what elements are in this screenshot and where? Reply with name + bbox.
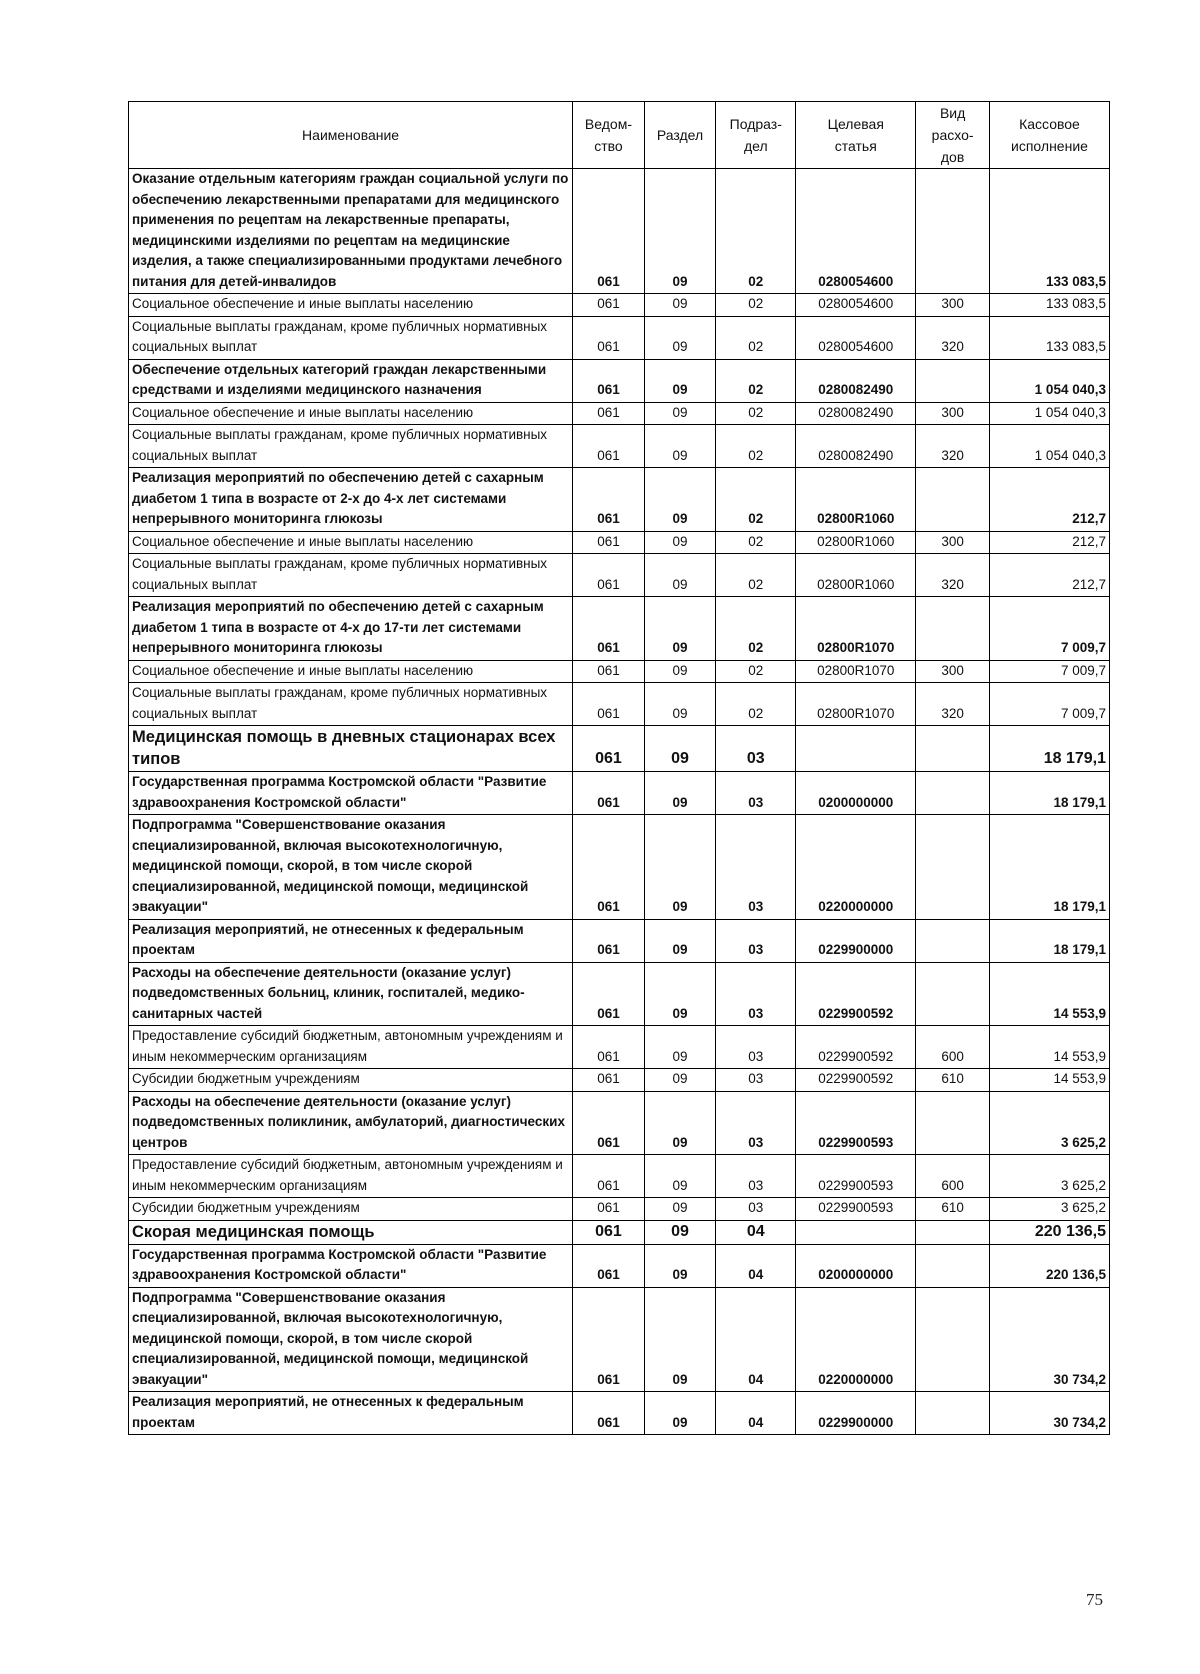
row-amount: 220 136,5 <box>989 1220 1109 1244</box>
row-name: Предоставление субсидий бюджетным, автономным учреждениям и иным некоммерческим организациям <box>129 1026 573 1069</box>
row-name: Социальное обеспечение и иные выплаты населению <box>129 402 573 425</box>
row-target: 0280054600 <box>796 294 916 317</box>
row-dept: 061 <box>573 1198 645 1221</box>
table-row <box>129 919 1110 962</box>
row-target: 0280054600 <box>796 169 916 294</box>
row-section: 09 <box>644 815 716 920</box>
row-name: Государственная программа Костромской области "Развитие здравоохранения Костромской области" <box>129 1244 573 1287</box>
header-name: Наименование <box>129 102 573 169</box>
row-target: 02800R1070 <box>796 683 916 726</box>
row-subsection: 03 <box>716 962 796 1026</box>
row-name: Государственная программа Костромской области "Развитие здравоохранения Костромской области" <box>129 772 573 815</box>
row-name: Подпрограмма "Совершенствование оказания специализированной, включая высокотехнологичную, медицинской помощи, скорой, в том числе скорой специализированной, медицинской помощи, медицинской эвакуации" <box>129 815 573 920</box>
row-exp-type: 320 <box>916 683 990 726</box>
row-subsection: 04 <box>716 1287 796 1392</box>
header-section: Раздел <box>644 102 716 169</box>
table-row <box>129 316 1110 359</box>
budget-sheet <box>128 101 1110 1435</box>
row-amount: 18 179,1 <box>989 772 1109 815</box>
row-section: 09 <box>644 772 716 815</box>
row-dept: 061 <box>573 772 645 815</box>
row-amount: 212,7 <box>989 531 1109 554</box>
row-subsection: 02 <box>716 169 796 294</box>
row-subsection: 03 <box>716 1069 796 1092</box>
row-amount: 14 553,9 <box>989 962 1109 1026</box>
row-exp-type <box>916 919 990 962</box>
row-exp-type: 600 <box>916 1155 990 1198</box>
row-exp-type <box>916 597 990 661</box>
row-name: Реализация мероприятий по обеспечению детей с сахарным диабетом 1 типа в возрасте от 4-х до 17-ти лет системами непрерывного мониторинга глюкозы <box>129 597 573 661</box>
row-target: 02800R1060 <box>796 554 916 597</box>
row-section: 09 <box>644 1069 716 1092</box>
row-section: 09 <box>644 660 716 683</box>
row-amount: 1 054 040,3 <box>989 425 1109 468</box>
row-exp-type: 300 <box>916 660 990 683</box>
row-exp-type: 610 <box>916 1069 990 1092</box>
row-subsection: 02 <box>716 597 796 661</box>
table-row <box>129 1244 1110 1287</box>
row-name: Социальные выплаты гражданам, кроме публичных нормативных социальных выплат <box>129 316 573 359</box>
row-dept: 061 <box>573 359 645 402</box>
row-name: Социальные выплаты гражданам, кроме публичных нормативных социальных выплат <box>129 683 573 726</box>
row-amount: 18 179,1 <box>989 726 1109 772</box>
header-target: Целевая статья <box>796 102 916 169</box>
row-dept: 061 <box>573 316 645 359</box>
row-section: 09 <box>644 919 716 962</box>
row-subsection: 03 <box>716 1026 796 1069</box>
row-section: 09 <box>644 962 716 1026</box>
table-row <box>129 402 1110 425</box>
budget-table <box>128 101 1110 1435</box>
row-dept: 061 <box>573 468 645 532</box>
row-name: Реализация мероприятий, не отнесенных к федеральным проектам <box>129 919 573 962</box>
row-name: Социальные выплаты гражданам, кроме публичных нормативных социальных выплат <box>129 425 573 468</box>
table-row <box>129 468 1110 532</box>
row-name: Реализация мероприятий, не отнесенных к федеральным проектам <box>129 1392 573 1435</box>
row-section: 09 <box>644 1155 716 1198</box>
row-name: Подпрограмма "Совершенствование оказания специализированной, включая высокотехнологичную, медицинской помощи, скорой, в том числе скорой специализированной, медицинской помощи, медицинской эвакуации" <box>129 1287 573 1392</box>
row-subsection: 02 <box>716 554 796 597</box>
row-section: 09 <box>644 1198 716 1221</box>
row-amount: 1 054 040,3 <box>989 359 1109 402</box>
table-row <box>129 683 1110 726</box>
table-row <box>129 1198 1110 1221</box>
row-amount: 1 054 040,3 <box>989 402 1109 425</box>
row-dept: 061 <box>573 1091 645 1155</box>
row-dept: 061 <box>573 531 645 554</box>
row-section: 09 <box>644 316 716 359</box>
row-subsection: 02 <box>716 402 796 425</box>
row-dept: 061 <box>573 683 645 726</box>
row-exp-type <box>916 962 990 1026</box>
row-section: 09 <box>644 294 716 317</box>
row-dept: 061 <box>573 962 645 1026</box>
table-row <box>129 554 1110 597</box>
table-row <box>129 531 1110 554</box>
table-row <box>129 660 1110 683</box>
row-target: 0229900000 <box>796 919 916 962</box>
row-target: 0229900593 <box>796 1198 916 1221</box>
row-section: 09 <box>644 531 716 554</box>
table-row <box>129 294 1110 317</box>
header-subsection: Подраз- дел <box>716 102 796 169</box>
row-exp-type: 320 <box>916 316 990 359</box>
row-section: 09 <box>644 402 716 425</box>
row-subsection: 03 <box>716 1155 796 1198</box>
row-exp-type <box>916 1287 990 1392</box>
row-section: 09 <box>644 1287 716 1392</box>
row-name: Скорая медицинская помощь <box>129 1220 573 1244</box>
row-name: Социальные выплаты гражданам, кроме публичных нормативных социальных выплат <box>129 554 573 597</box>
table-row <box>129 772 1110 815</box>
row-dept: 061 <box>573 294 645 317</box>
row-exp-type: 610 <box>916 1198 990 1221</box>
row-dept: 061 <box>573 919 645 962</box>
row-amount: 133 083,5 <box>989 316 1109 359</box>
row-amount: 212,7 <box>989 554 1109 597</box>
row-subsection: 02 <box>716 316 796 359</box>
row-name: Социальное обеспечение и иные выплаты населению <box>129 531 573 554</box>
row-name: Расходы на обеспечение деятельности (оказание услуг) подведомственных больниц, клиник, госпиталей, медико-санитарных частей <box>129 962 573 1026</box>
row-target: 02800R1070 <box>796 660 916 683</box>
table-row <box>129 1287 1110 1392</box>
row-amount: 133 083,5 <box>989 169 1109 294</box>
row-name: Субсидии бюджетным учреждениям <box>129 1198 573 1221</box>
row-section: 09 <box>644 468 716 532</box>
table-row <box>129 815 1110 920</box>
row-dept: 061 <box>573 660 645 683</box>
row-exp-type <box>916 772 990 815</box>
row-amount: 30 734,2 <box>989 1287 1109 1392</box>
row-target: 0280082490 <box>796 402 916 425</box>
row-dept: 061 <box>573 726 645 772</box>
row-target: 0229900593 <box>796 1091 916 1155</box>
row-amount: 18 179,1 <box>989 815 1109 920</box>
row-exp-type <box>916 169 990 294</box>
table-row <box>129 962 1110 1026</box>
row-subsection: 02 <box>716 683 796 726</box>
row-dept: 061 <box>573 1026 645 1069</box>
row-target: 0229900592 <box>796 1026 916 1069</box>
table-body <box>129 169 1110 1435</box>
row-name: Обеспечение отдельных категорий граждан лекарственными средствами и изделиями медицинского назначения <box>129 359 573 402</box>
header-amount: Кассовое исполнение <box>989 102 1109 169</box>
page-number: 75 <box>1086 1590 1103 1609</box>
row-amount: 212,7 <box>989 468 1109 532</box>
row-exp-type: 300 <box>916 294 990 317</box>
row-subsection: 02 <box>716 359 796 402</box>
row-subsection: 03 <box>716 919 796 962</box>
row-dept: 061 <box>573 425 645 468</box>
row-subsection: 04 <box>716 1220 796 1244</box>
row-exp-type <box>916 1091 990 1155</box>
table-row <box>129 1091 1110 1155</box>
row-section: 09 <box>644 1220 716 1244</box>
row-subsection: 04 <box>716 1244 796 1287</box>
row-subsection: 03 <box>716 726 796 772</box>
row-amount: 14 553,9 <box>989 1069 1109 1092</box>
row-section: 09 <box>644 359 716 402</box>
row-exp-type: 600 <box>916 1026 990 1069</box>
row-dept: 061 <box>573 402 645 425</box>
row-dept: 061 <box>573 169 645 294</box>
row-amount: 3 625,2 <box>989 1091 1109 1155</box>
row-section: 09 <box>644 597 716 661</box>
row-dept: 061 <box>573 1220 645 1244</box>
row-amount: 133 083,5 <box>989 294 1109 317</box>
row-target <box>796 1220 916 1244</box>
table-row <box>129 1392 1110 1435</box>
row-subsection: 04 <box>716 1392 796 1435</box>
row-subsection: 03 <box>716 772 796 815</box>
row-subsection: 03 <box>716 1091 796 1155</box>
header-exp-type: Вид расхо- дов <box>916 102 990 169</box>
row-amount: 14 553,9 <box>989 1026 1109 1069</box>
row-amount: 3 625,2 <box>989 1155 1109 1198</box>
row-subsection: 03 <box>716 815 796 920</box>
row-target: 02800R1060 <box>796 468 916 532</box>
row-target: 0280082490 <box>796 425 916 468</box>
table-row <box>129 169 1110 294</box>
row-exp-type: 300 <box>916 531 990 554</box>
row-exp-type <box>916 1392 990 1435</box>
table-row <box>129 1026 1110 1069</box>
row-target: 02800R1060 <box>796 531 916 554</box>
row-target: 0220000000 <box>796 1287 916 1392</box>
row-exp-type <box>916 468 990 532</box>
row-subsection: 02 <box>716 468 796 532</box>
row-subsection: 02 <box>716 531 796 554</box>
row-amount: 7 009,7 <box>989 597 1109 661</box>
table-row <box>129 1155 1110 1198</box>
row-amount: 18 179,1 <box>989 919 1109 962</box>
row-subsection: 03 <box>716 1198 796 1221</box>
table-row <box>129 726 1110 772</box>
table-row <box>129 425 1110 468</box>
row-name: Медицинская помощь в дневных стационарах всех типов <box>129 726 573 772</box>
row-subsection: 02 <box>716 425 796 468</box>
row-target: 0200000000 <box>796 772 916 815</box>
row-dept: 061 <box>573 815 645 920</box>
row-target <box>796 726 916 772</box>
row-dept: 061 <box>573 1244 645 1287</box>
row-subsection: 02 <box>716 660 796 683</box>
header-dept: Ведом- ство <box>573 102 645 169</box>
header-row <box>129 102 1110 169</box>
row-section: 09 <box>644 683 716 726</box>
row-name: Предоставление субсидий бюджетным, автономным учреждениям и иным некоммерческим организациям <box>129 1155 573 1198</box>
row-section: 09 <box>644 1091 716 1155</box>
row-exp-type <box>916 815 990 920</box>
row-name: Расходы на обеспечение деятельности (оказание услуг) подведомственных поликлиник, амбулаторий, диагностических центров <box>129 1091 573 1155</box>
row-name: Субсидии бюджетным учреждениям <box>129 1069 573 1092</box>
row-exp-type <box>916 1220 990 1244</box>
table-row <box>129 359 1110 402</box>
row-dept: 061 <box>573 1069 645 1092</box>
row-amount: 3 625,2 <box>989 1198 1109 1221</box>
table-row <box>129 1069 1110 1092</box>
row-exp-type: 320 <box>916 425 990 468</box>
row-exp-type: 320 <box>916 554 990 597</box>
row-target: 0229900593 <box>796 1155 916 1198</box>
row-exp-type <box>916 359 990 402</box>
row-exp-type <box>916 1244 990 1287</box>
row-target: 0229900592 <box>796 1069 916 1092</box>
row-exp-type <box>916 726 990 772</box>
row-section: 09 <box>644 726 716 772</box>
row-target: 0220000000 <box>796 815 916 920</box>
row-amount: 7 009,7 <box>989 683 1109 726</box>
row-amount: 7 009,7 <box>989 660 1109 683</box>
table-row <box>129 597 1110 661</box>
row-target: 0280082490 <box>796 359 916 402</box>
row-section: 09 <box>644 425 716 468</box>
row-section: 09 <box>644 554 716 597</box>
row-section: 09 <box>644 1244 716 1287</box>
row-name: Реализация мероприятий по обеспечению детей с сахарным диабетом 1 типа в возрасте от 2-х до 4-х лет системами непрерывного мониторинга глюкозы <box>129 468 573 532</box>
row-name: Социальное обеспечение и иные выплаты населению <box>129 660 573 683</box>
row-target: 02800R1070 <box>796 597 916 661</box>
row-dept: 061 <box>573 597 645 661</box>
row-subsection: 02 <box>716 294 796 317</box>
row-target: 0229900592 <box>796 962 916 1026</box>
row-target: 0229900000 <box>796 1392 916 1435</box>
row-section: 09 <box>644 169 716 294</box>
row-name: Оказание отдельным категориям граждан социальной услуги по обеспечению лекарственными препаратами для медицинского применения по рецептам на лекарственные препараты, медицинскими изделиями по рецептам на медицинские изделия, а также специализированными продуктами лечебного питания для детей-инвалидов <box>129 169 573 294</box>
row-dept: 061 <box>573 1287 645 1392</box>
table-row <box>129 1220 1110 1244</box>
row-target: 0280054600 <box>796 316 916 359</box>
row-amount: 220 136,5 <box>989 1244 1109 1287</box>
row-dept: 061 <box>573 1392 645 1435</box>
row-dept: 061 <box>573 1155 645 1198</box>
row-section: 09 <box>644 1026 716 1069</box>
row-amount: 30 734,2 <box>989 1392 1109 1435</box>
row-dept: 061 <box>573 554 645 597</box>
row-name: Социальное обеспечение и иные выплаты населению <box>129 294 573 317</box>
row-target: 0200000000 <box>796 1244 916 1287</box>
row-exp-type: 300 <box>916 402 990 425</box>
row-section: 09 <box>644 1392 716 1435</box>
